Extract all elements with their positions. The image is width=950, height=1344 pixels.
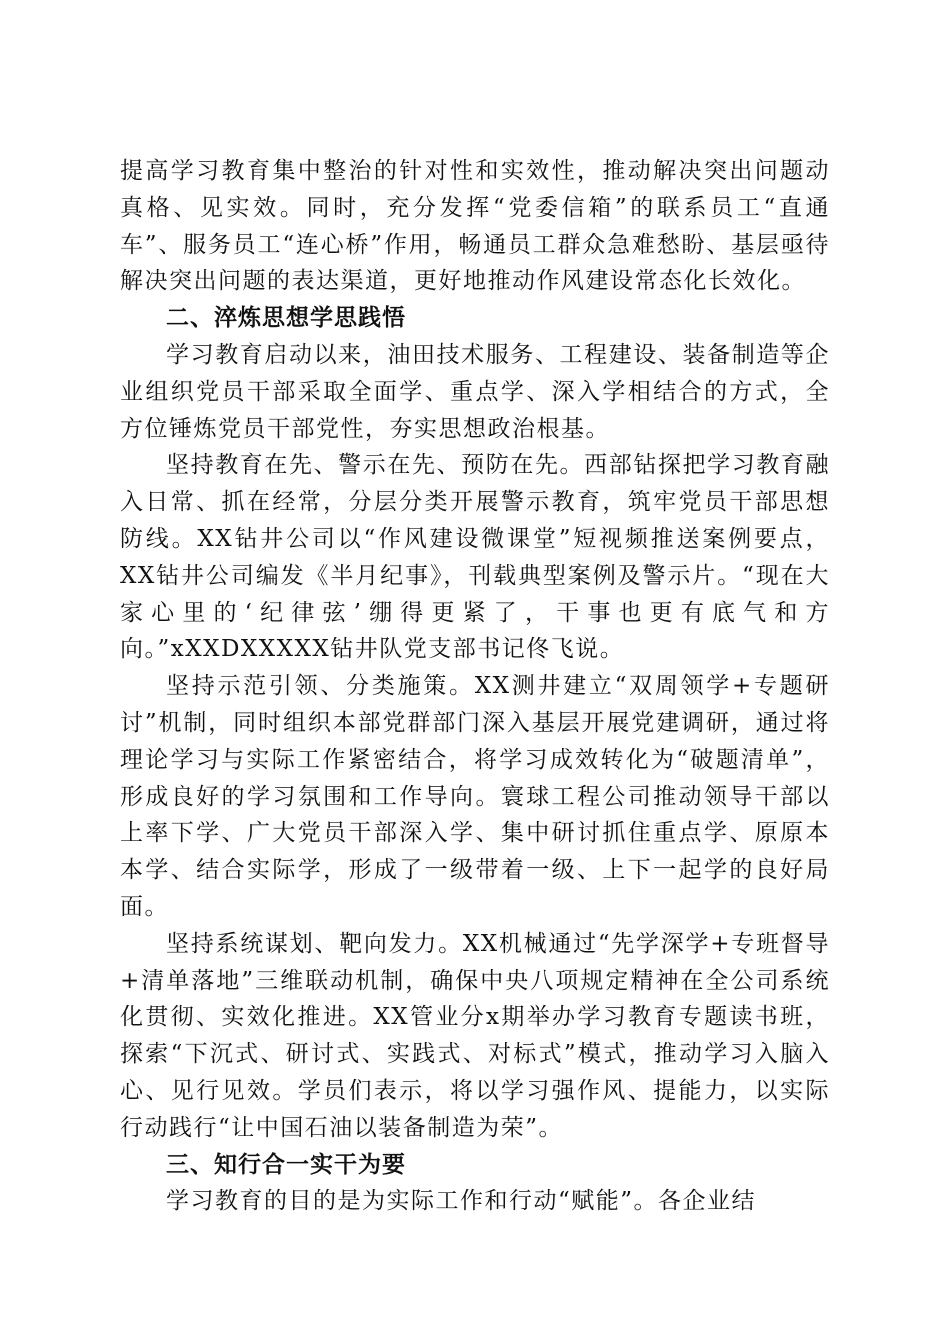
section-heading-3: 三、知行合一实干为要 bbox=[166, 1151, 406, 1178]
paragraph: 坚持教育在先、警示在先、预防在先。西部钻探把学习教育融入日常、抓在经常，分层分类开展警示教育，筑牢党员干部思想防线。XX钻井公司以“作风建设微课堂”短视频推送案例要点，XX钻井公司编发《半月纪事》，刊载典型案例及警示片。“现在大家心里的‘纪律弦’绷得更紧了，干事也更有底气和方向。”xXXDXXXXX钻井队党支部书记佟飞说。 bbox=[120, 452, 830, 663]
paragraph: 学习教育的目的是为实际工作和行动“赋能”。各企业结 bbox=[166, 1188, 757, 1215]
section-heading-2: 二、淬炼思想学思践悟 bbox=[166, 305, 406, 332]
paragraph-continued: 提高学习教育集中整治的针对性和实效性，推动解决突出问题动真格、见实效。同时，充分发挥“党委信箱”的联系员工“直通车”、服务员工“连心桥”作用，畅通员工群众急难愁盼、基层亟待解决突出问题的表达渠道，更好地推动作风建设常态化长效化。 bbox=[120, 158, 830, 295]
paragraph: 学习教育启动以来，油田技术服务、工程建设、装备制造等企业组织党员干部采取全面学、重点学、深入学相结合的方式，全方位锤炼党员干部党性，夯实思想政治根基。 bbox=[120, 341, 830, 442]
document-body bbox=[120, 153, 830, 1220]
paragraph: 坚持示范引领、分类施策。XX测井建立“双周领学+专题研讨”机制，同时组织本部党群部门深入基层开展党建调研，通过将理论学习与实际工作紧密结合，将学习成效转化为“破题清单”，形成良好的学习氛围和工作导向。寰球工程公司推动领导干部以上率下学、广大党员干部深入学、集中研讨抓住重点学、原原本本学、结合实际学，形成了一级带着一级、上下一起学的良好局面。 bbox=[120, 673, 830, 920]
paragraph: 坚持系统谋划、靶向发力。XX机械通过“先学深学+专班督导+清单落地”三维联动机制，确保中央八项规定精神在全公司系统化贯彻、实效化推进。XX管业分x期举办学习教育专题读书班，探索“下沉式、研讨式、实践式、对标式”模式，推动学习入脑入心、见行见效。学员们表示，将以学习强作风、提能力，以实际行动践行“让中国石油以装备制造为荣”。 bbox=[120, 930, 830, 1141]
